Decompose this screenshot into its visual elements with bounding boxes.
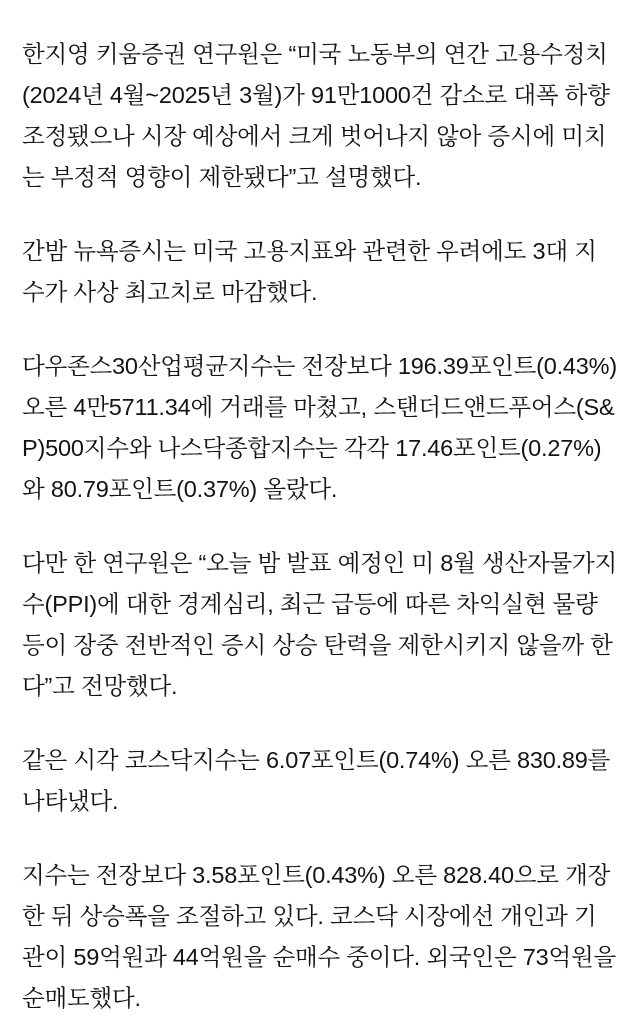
article-paragraph: 같은 시각 코스닥지수는 6.07포인트(0.74%) 오른 830.89를 나타냈다.	[22, 747, 611, 814]
article-paragraph: 간밤 뉴욕증시는 미국 고용지표와 관련한 우려에도 3대 지수가 사상 최고치로 마감했다.	[22, 238, 597, 305]
article-paragraph: 다만 한 연구원은 “오늘 밤 발표 예정인 미 8월 생산자물가지수(PPI)에 대한 경계심리, 최근 급등에 따른 차익실현 물량 등이 장중 전반적인 증시 상승 탄력을 제한시키지 않을까 한다”고 전망했다.	[22, 550, 617, 699]
article-paragraph: 한지영 키움증권 연구원은 “미국 노동부의 연간 고용수정치(2024년 4월~2025년 3월)가 91만1000건 감소로 대폭 하향 조정됐으나 시장 예상에서 크게 벗어나지 않아 증시에 미치는 부정적 영향이 제한됐다”고 설명했다.	[22, 41, 610, 190]
article-paragraph: 지수는 전장보다 3.58포인트(0.43%) 오른 828.40으로 개장한 뒤 상승폭을 조절하고 있다. 코스닥 시장에선 개인과 기관이 59억원과 44억원을 순매수 중이다. 외국인은 73억원을 순매도했다.	[22, 862, 617, 1011]
article-paragraph: 다우존스30산업평균지수는 전장보다 196.39포인트(0.43%) 오른 4만5711.34에 거래를 마쳤고, 스탠더드앤드푸어스(S&P)500지수와 나스닥종합지수는 각각 17.46포인트(0.27%)와 80.79포인트(0.37%) 올랐다.	[22, 353, 617, 502]
